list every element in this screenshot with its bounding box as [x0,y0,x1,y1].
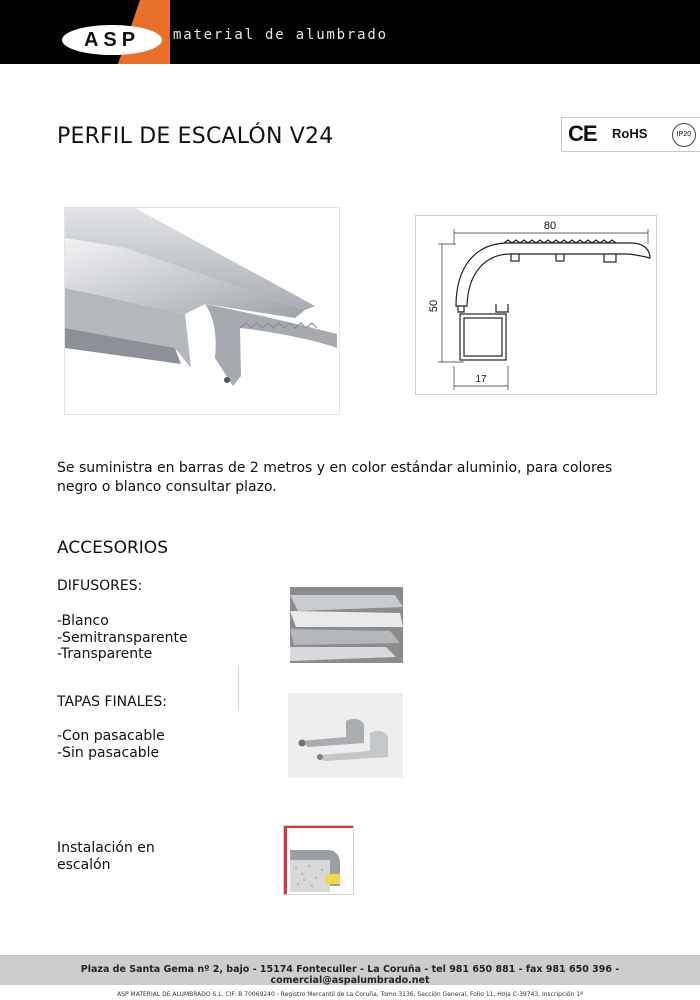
tapas-image [288,693,403,778]
profile-section-drawing [416,216,656,394]
instalacion-line: escalón [57,857,111,873]
difusor-item: -Transparente [57,646,153,662]
divider [238,665,239,711]
profile-photo [64,207,340,415]
difusores-label: DIFUSORES: [57,578,143,594]
difusor-item: -Blanco [57,613,109,629]
footer-address: Plaza de Santa Gema nº 2, bajo - 15174 Fonteculler - La Coruña - tel 981 650 881 - fax 981 650 396 - comercial@aspalumbrado.net [80,964,620,986]
dimension-width: 80 [543,220,557,232]
technical-drawing [415,215,657,395]
tagline: material de alumbrado [173,27,388,43]
tapa-item: -Sin pasacable [57,744,160,761]
difusores-image [290,587,403,663]
rohs-mark: RoHS [612,126,648,141]
logo-text: ASP [83,29,141,51]
tapa-item: -Con pasacable [57,728,165,744]
dimension-height: 50 [428,299,440,313]
footer-bar [0,955,700,985]
page-header [0,0,700,64]
aluminium-profile-image [65,208,339,414]
installation-image [283,825,354,895]
ce-mark: CE [568,121,597,146]
difusor-item: -Semitransparente [57,629,188,646]
tapas-label: TAPAS FINALES: [57,694,167,710]
asp-logo [0,0,170,64]
instalacion-line: Instalación en [57,840,155,856]
dimension-base: 17 [475,374,487,385]
description: Se suministra en barras de 2 metros y en color estándar aluminio, para colores negro o blanco consultar plazo. [57,460,613,495]
page-title: PERFIL DE ESCALÓN V24 [57,124,334,149]
certifications-box [561,117,700,152]
legal-notice: ASP MATERIAL DE ALUMBRADO S.L. CIF: B 70069240 - Registro Mercantil de La Coruña, Tomo 3136, Sección General, Folio 11, Hoja C-39743, Inscripción 1ª [117,991,583,998]
ip-rating-badge: IP20 [672,123,696,147]
accessories-heading: ACCESORIOS [57,538,168,558]
